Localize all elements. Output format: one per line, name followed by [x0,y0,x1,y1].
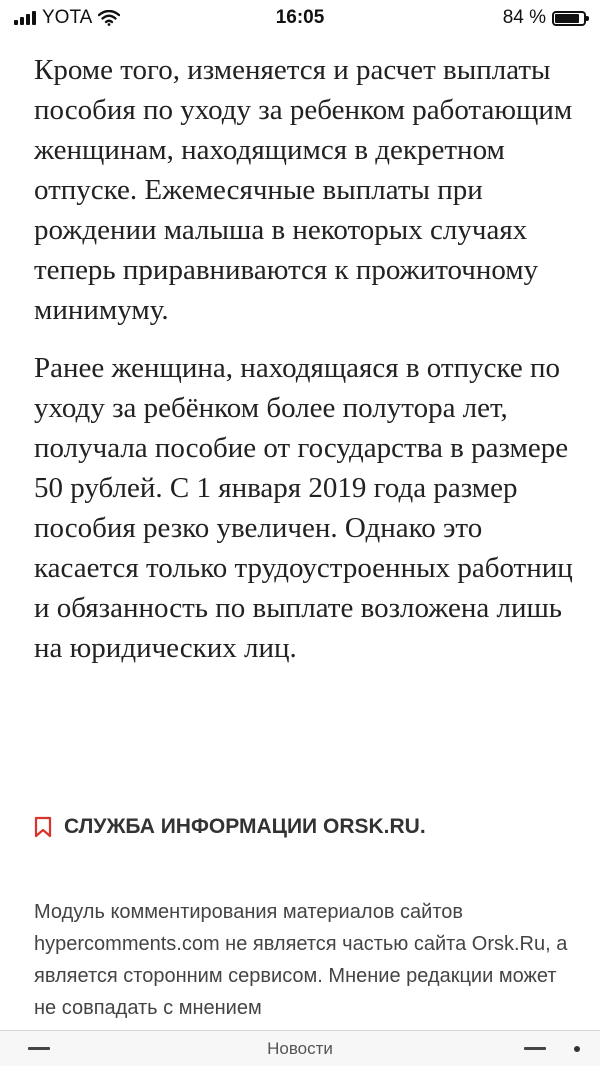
wifi-icon [98,10,120,26]
battery-percent: 84 % [502,7,546,28]
bookmark-icon [34,816,52,838]
bottom-toolbar [0,1030,600,1066]
article-body [34,50,574,686]
battery-icon [552,11,586,26]
status-right [503,7,586,29]
signal-icon [14,11,36,25]
article-paragraph: Кроме того, изменяется и расчет выплаты пособия по уходу за ребенком работающим женщинам, находящимся в декретном отпуске. Ежемесячные выплаты при рождении малыша в некоторых случаях теперь приравниваются к прожиточному минимуму. [34,54,573,326]
status-bar [0,0,600,36]
bottom-bar-actions [524,1046,580,1052]
source-label[interactable]: СЛУЖБА ИНФОРМАЦИИ ORSK.RU. [64,815,426,838]
status-left [14,7,120,29]
bottom-bar-title: Новости [267,1038,333,1058]
carrier-name: YOTA [42,7,93,28]
comments-disclaimer: Модуль комментирования материалов сайтов hypercomments.com не является частью сайта Orsk.Ru, а является сторонним сервисом. Мнение редакции может не совпадать с мнением [34,901,568,1019]
dash-icon[interactable] [524,1047,546,1050]
battery-level [555,14,579,23]
article-paragraph: Ранее женщина, находящаяся в отпуске по уходу за ребёнком более полутора лет, получала пособие от государства в размере 50 рублей. С 1 января 2019 года размер пособия резко увеличен. Однако это касается только трудоустроенных работниц и обязанность по выплате возложена лишь на юридических лиц. [34,352,573,664]
source-line [34,815,426,839]
clock: 16:05 [275,7,325,28]
dot-icon[interactable] [574,1046,580,1052]
minimize-icon[interactable] [28,1047,50,1050]
